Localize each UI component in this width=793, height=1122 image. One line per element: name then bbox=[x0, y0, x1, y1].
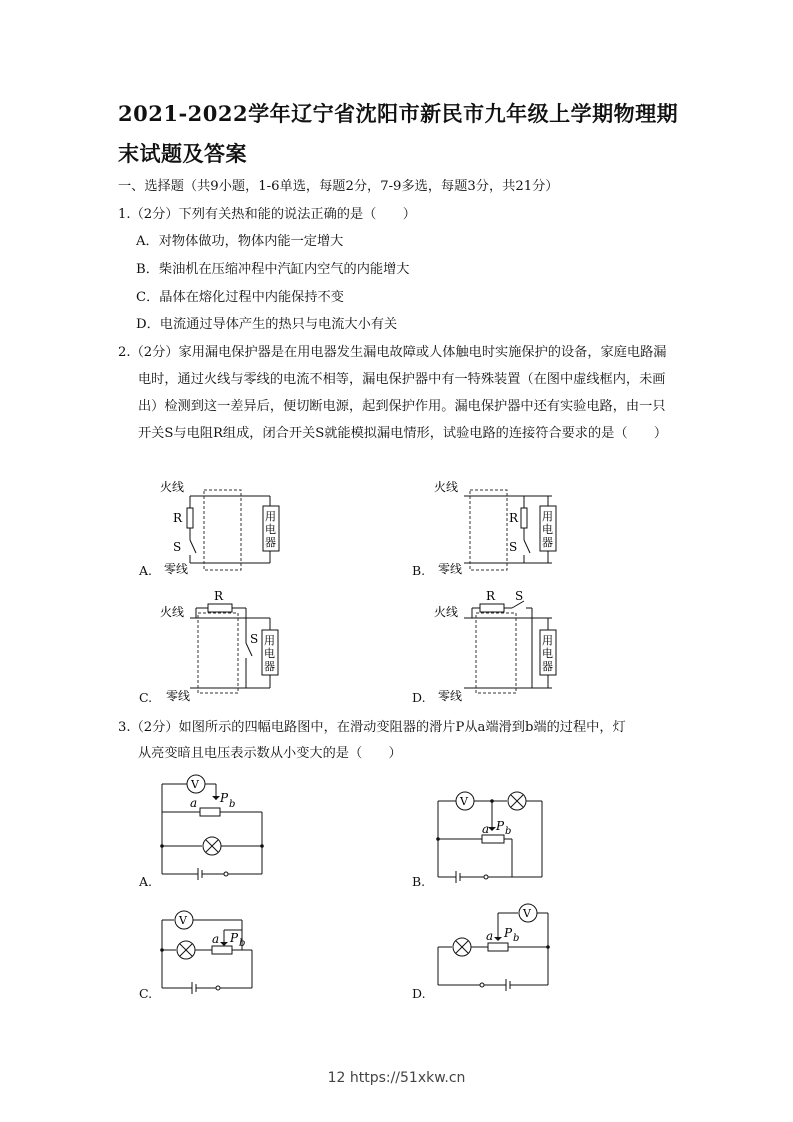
question-3-stem-line1: 3.（2分）如图所示的四幅电路图中，在滑动变阻器的滑片P从a端滑到b端的过程中，灯 bbox=[118, 720, 626, 735]
live-wire-label: 火线 bbox=[160, 605, 185, 619]
appliance-char: 电 bbox=[542, 523, 553, 536]
slider-end-a-label: a bbox=[486, 929, 494, 943]
figure-label-2b: B. bbox=[412, 563, 426, 578]
slider-p-label: P bbox=[496, 819, 505, 833]
section-heading: 一、选择题（共9小题，1-6单选，每题2分，7-9多选，每题3分，共21分） bbox=[118, 179, 559, 194]
slider-end-b-label: b bbox=[239, 938, 246, 949]
appliance-char: 器 bbox=[264, 660, 275, 673]
figure-label-2a: A. bbox=[139, 563, 153, 578]
appliance-char: 用 bbox=[265, 510, 276, 523]
appliance-char: 器 bbox=[265, 536, 276, 549]
question-1-option-d: D．电流通过导体产生的热只与电流大小有关 bbox=[136, 317, 398, 332]
question-3-stem-line2: 从亮变暗且电压表示数从小变大的是（ ） bbox=[138, 746, 402, 761]
figure-label-2d: D. bbox=[412, 690, 426, 705]
neutral-wire-label: 零线 bbox=[166, 689, 191, 703]
question-1-option-a: A．对物体做功，物体内能一定增大 bbox=[136, 234, 344, 249]
page-footer[interactable]: 12 https://51xkw.cn bbox=[327, 1070, 466, 1086]
neutral-wire-label: 零线 bbox=[438, 562, 463, 576]
circuit-diagram-2b bbox=[412, 478, 572, 580]
switch-label: S bbox=[250, 632, 259, 646]
slider-p-label: P bbox=[504, 926, 513, 940]
appliance-char: 用 bbox=[542, 510, 553, 523]
live-wire-label: 火线 bbox=[160, 480, 185, 494]
circuit-diagram-3b bbox=[412, 785, 562, 890]
slider-end-a-label: a bbox=[190, 796, 198, 810]
live-wire-label: 火线 bbox=[434, 605, 459, 619]
circuit-diagram-2d bbox=[412, 588, 572, 703]
voltmeter-label: V bbox=[460, 795, 468, 808]
voltmeter-label: V bbox=[179, 914, 187, 927]
neutral-wire-label: 零线 bbox=[438, 689, 463, 703]
circuit-diagram-2c bbox=[140, 588, 300, 703]
figure-label-3a: A. bbox=[139, 874, 153, 889]
appliance-char: 用 bbox=[264, 634, 275, 647]
resistor-label: R bbox=[173, 511, 183, 525]
slider-end-b-label: b bbox=[513, 933, 520, 944]
voltmeter-label: V bbox=[523, 907, 531, 920]
switch-label: S bbox=[173, 540, 182, 554]
appliance-char: 用 bbox=[542, 634, 553, 647]
resistor-label: R bbox=[486, 589, 496, 603]
slider-end-b-label: b bbox=[229, 799, 236, 810]
figure-label-3c: C. bbox=[139, 986, 153, 1001]
slider-end-b-label: b bbox=[505, 826, 512, 837]
slider-p-label: P bbox=[230, 931, 239, 945]
figure-label-3b: B. bbox=[412, 874, 426, 889]
switch-label: S bbox=[515, 589, 524, 603]
circuit-diagram-3a bbox=[140, 772, 290, 887]
figure-label-3d: D. bbox=[412, 986, 426, 1001]
slider-end-a-label: a bbox=[212, 932, 220, 946]
appliance-char: 电 bbox=[265, 523, 276, 536]
question-1-option-b: B．柴油机在压缩冲程中汽缸内空气的内能增大 bbox=[136, 262, 410, 277]
figure-label-2c: C. bbox=[139, 690, 153, 705]
circuit-diagram-2a bbox=[140, 478, 300, 580]
resistor-label: R bbox=[509, 511, 519, 525]
voltmeter-label: V bbox=[191, 778, 199, 791]
neutral-wire-label: 零线 bbox=[164, 562, 189, 576]
question-1-option-c: C．晶体在熔化过程中内能保持不变 bbox=[136, 290, 344, 305]
question-2-stem bbox=[118, 339, 678, 447]
appliance-char: 器 bbox=[542, 536, 553, 549]
question-1-stem: 1.（2分）下列有关热和能的说法正确的是（ ） bbox=[118, 207, 416, 222]
appliance-char: 电 bbox=[264, 647, 275, 660]
page-title: 2021-2022学年辽宁省沈阳市新民市九年级上学期物理期末试题及答案 bbox=[118, 101, 679, 166]
live-wire-label: 火线 bbox=[434, 480, 459, 494]
resistor-label: R bbox=[214, 589, 224, 603]
slider-end-a-label: a bbox=[482, 822, 490, 836]
circuit-diagram-3c bbox=[140, 900, 290, 1000]
switch-label: S bbox=[509, 540, 518, 554]
question-2-text: 2.（2分）家用漏电保护器是在用电器发生漏电故障或人体触电时实施保护的设备，家庭电路漏电时，通过火线与零线的电流不相等，漏电保护器中有一特殊装置（在图中虚线框内，未画出）检测到这一差异后，便切断电源，起到保护作用。漏电保护器中还有实验电路，由一只开关S与电阻R组成，闭合开关S就能模拟漏电情形，试验电路的连接符合要求的是（ ） bbox=[118, 345, 668, 441]
appliance-char: 电 bbox=[542, 647, 553, 660]
slider-p-label: P bbox=[220, 791, 229, 805]
circuit-diagram-3d bbox=[412, 895, 562, 995]
appliance-char: 器 bbox=[542, 660, 553, 673]
